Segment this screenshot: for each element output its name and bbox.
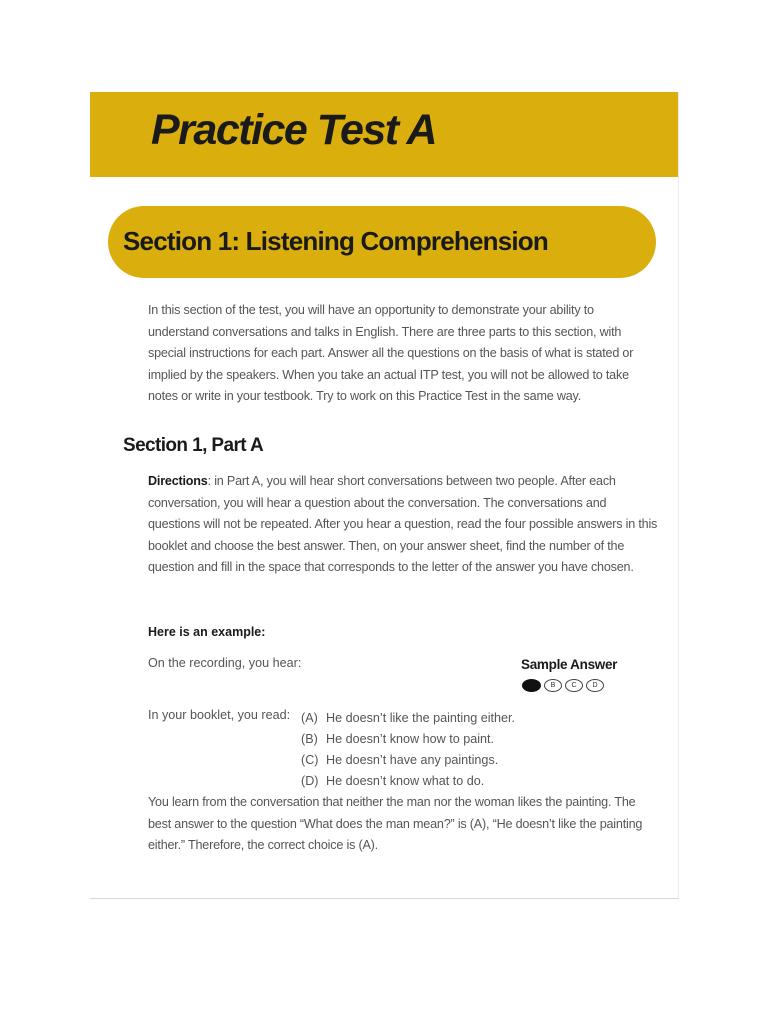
choice-d	[301, 771, 515, 792]
directions-paragraph	[148, 471, 660, 579]
sample-answer-bubbles	[522, 679, 604, 692]
section-banner	[108, 206, 656, 278]
choice-text: He doesn’t have any paintings.	[326, 753, 499, 767]
practice-test-page	[90, 92, 679, 899]
example-heading: Here is an example:	[148, 625, 266, 639]
booklet-label: In your booklet, you read:	[148, 708, 291, 722]
directions-text: : in Part A, you will hear short conversations between two people. After each conversation, you will hear a question about the conversation. The conversations and questions will not be repeated. After you hear a question, read the four possible answers in this booklet and choose the best answer. Then, on your answer sheet, find the number of the question and fill in the space that corresponds to the letter of the answer you have chosen.	[148, 474, 658, 575]
section-title: Section 1: Listening Comprehension	[123, 226, 548, 256]
choice-letter: (A)	[301, 711, 318, 725]
choice-letter: (D)	[301, 774, 319, 788]
choice-letter: (C)	[301, 753, 319, 767]
answer-bubble-a-filled	[522, 679, 541, 692]
answer-bubble-c: C	[565, 679, 583, 692]
conclusion-paragraph: You learn from the conversation that neither the man nor the woman likes the painting. The best answer to the question “What does the man mean?” is (A), “He doesn’t like the painting either.” Therefore, the correct choice is (A).	[148, 795, 643, 853]
recording-label: On the recording, you hear:	[148, 656, 302, 670]
section-intro-paragraph: In this section of the test, you will have an opportunity to demonstrate your ability to understand conversations and talks in English. There are three parts to this section, with special instructions for each part. Answer all the questions on the basis of what is stated or implied by the speakers. When you take an actual ITP test, you will not be allowed to take notes or write in your testbook. Try to work on this Practice Test in the same way.	[148, 303, 634, 404]
answer-bubble-d: D	[586, 679, 604, 692]
choice-letter: (B)	[301, 732, 318, 746]
sample-answer-label: Sample Answer	[521, 657, 618, 672]
part-title: Section 1, Part A	[123, 435, 264, 456]
choice-b	[301, 729, 515, 750]
choice-text: He doesn’t like the painting either.	[326, 711, 516, 725]
choice-a	[301, 708, 515, 729]
answer-bubble-b: B	[544, 679, 562, 692]
title-banner	[90, 92, 678, 177]
directions-label: Directions	[148, 474, 208, 488]
choice-text: He doesn’t know how to paint.	[326, 732, 495, 746]
answer-choices	[301, 708, 515, 792]
choice-c	[301, 750, 515, 771]
page-title: Practice Test A	[151, 106, 437, 154]
choice-text: He doesn’t know what to do.	[326, 774, 485, 788]
